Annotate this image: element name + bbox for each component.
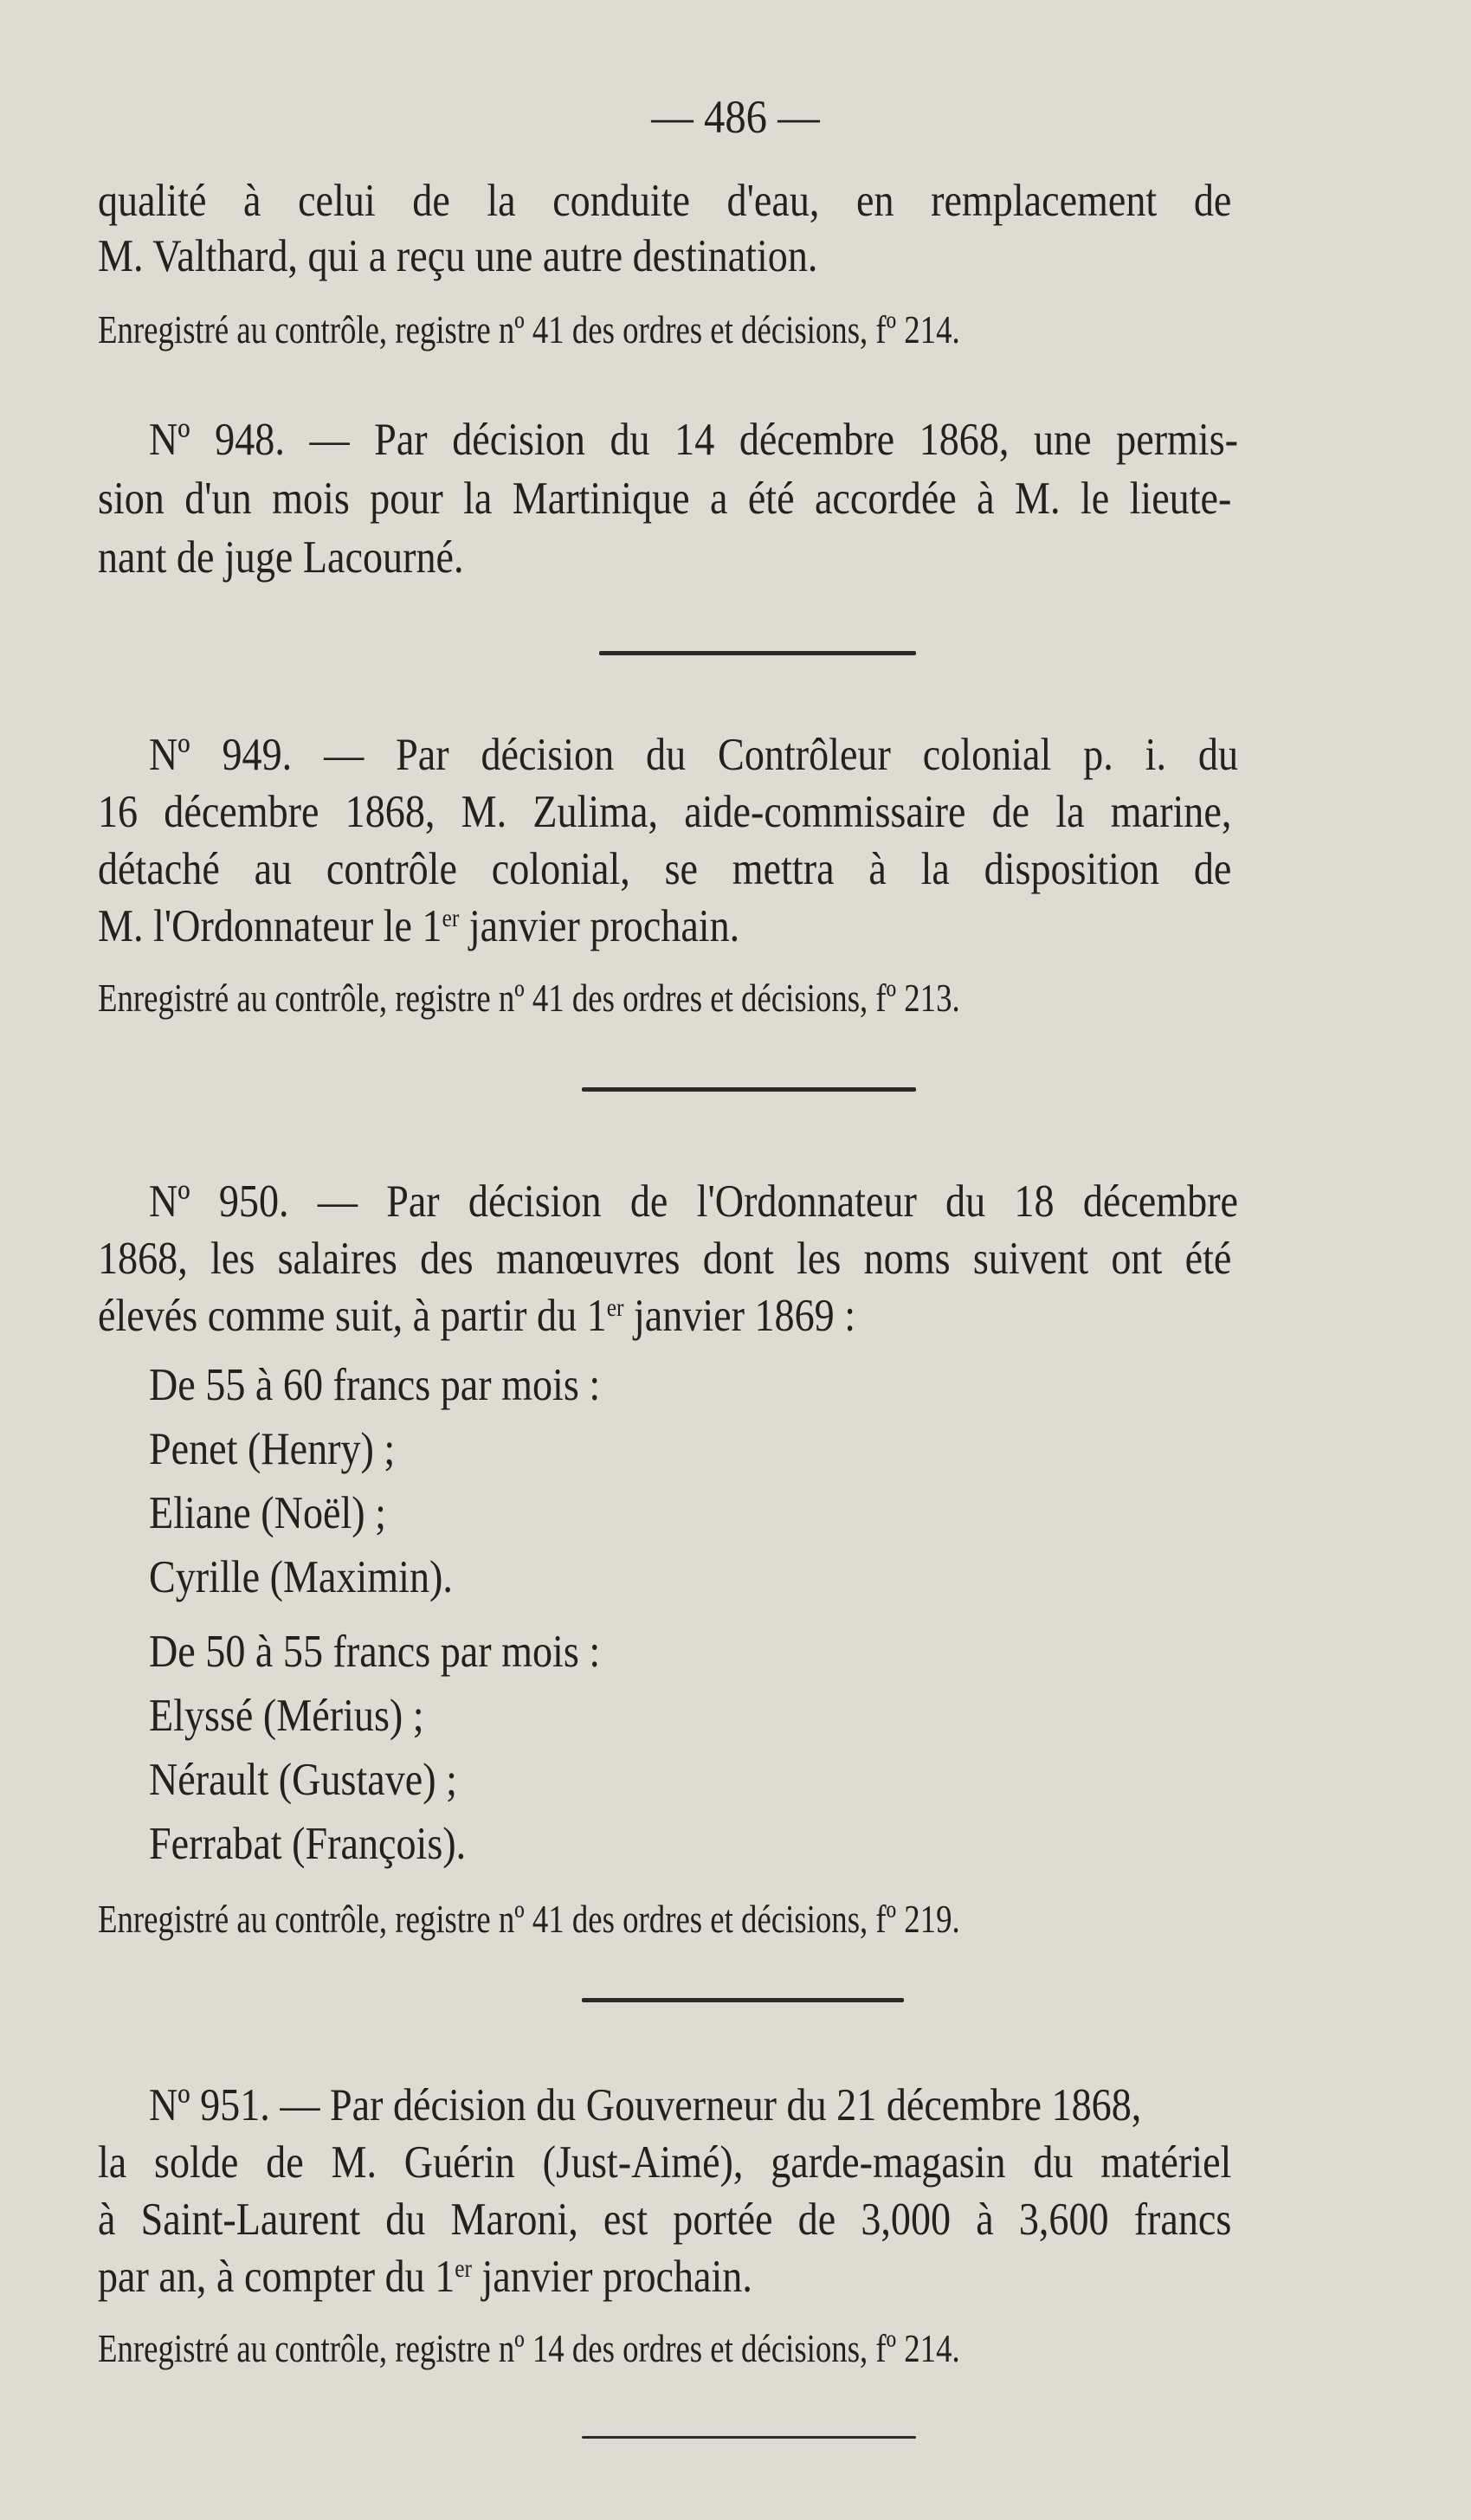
entry-950-registration: Enregistré au contrôle, registre nº 41 des ordres et décisions, fº 219. [98, 1897, 960, 1941]
entry-951-line-2: la solde de M. Guérin (Just-Aimé), garde-magasin du matériel [98, 2137, 1232, 2188]
entry-951-line-3: à Saint-Laurent du Maroni, est portée de 3,000 à 3,600 francs [98, 2195, 1232, 2245]
entry-949-registration: Enregistré au contrôle, registre nº 41 des ordres et décisions, fº 213. [98, 976, 960, 1020]
entry-951-line-4: par an, à compter du 1er janvier prochain. [98, 2252, 752, 2302]
entry-951-line-1: Nº 951. — Par décision du Gouverneur du 21 décembre 1868, [149, 2080, 1142, 2130]
list-item: Ferrabat (François). [149, 1819, 467, 1869]
entry-951-registration: Enregistré au contrôle, registre nº 14 des ordres et décisions, fº 214. [98, 2326, 960, 2370]
group-1-heading: De 55 à 60 francs par mois : [149, 1360, 601, 1410]
intro-line-2: M. Valthard, qui a reçu une autre destination. [98, 231, 818, 281]
intro-line-1: qualité à celui de la conduite d'eau, en remplacement de [98, 176, 1232, 226]
entry-949-line-1: Nº 949. — Par décision du Contrôleur colonial p. i. du [149, 730, 1239, 780]
entry-950-line-3: élevés comme suit, à partir du 1er janvier 1869 : [98, 1291, 856, 1341]
entry-950-line-2: 1868, les salaires des manœuvres dont les noms suivent ont été [98, 1234, 1232, 1284]
section-divider [582, 1087, 916, 1092]
entry-950-line-1: Nº 950. — Par décision de l'Ordonnateur du 18 décembre [149, 1176, 1239, 1227]
entry-948-line-3: nant de juge Lacourné. [98, 532, 464, 583]
entry-948-line-1: Nº 948. — Par décision du 14 décembre 1868, une permis- [149, 415, 1239, 465]
intro-registration: Enregistré au contrôle, registre nº 41 des ordres et décisions, fº 214. [98, 307, 960, 351]
list-item: Cyrille (Maximin). [149, 1552, 453, 1602]
section-divider [582, 2436, 916, 2439]
group-2-heading: De 50 à 55 francs par mois : [149, 1627, 601, 1677]
entry-948-line-2: sion d'un mois pour la Martinique a été accordée à M. le lieute- [98, 474, 1232, 524]
section-divider [599, 651, 916, 655]
page-number: — 486 — [651, 91, 820, 143]
list-item: Elyssé (Mérius) ; [149, 1691, 424, 1741]
list-item: Nérault (Gustave) ; [149, 1755, 457, 1805]
list-item: Eliane (Noël) ; [149, 1488, 386, 1538]
entry-949-line-4: M. l'Ordonnateur le 1er janvier prochain. [98, 901, 740, 951]
list-item: Penet (Henry) ; [149, 1424, 396, 1474]
section-divider [582, 1998, 904, 2002]
entry-949-line-3: détaché au contrôle colonial, se mettra à la disposition de [98, 844, 1232, 894]
entry-949-line-2: 16 décembre 1868, M. Zulima, aide-commissaire de la marine, [98, 787, 1232, 837]
